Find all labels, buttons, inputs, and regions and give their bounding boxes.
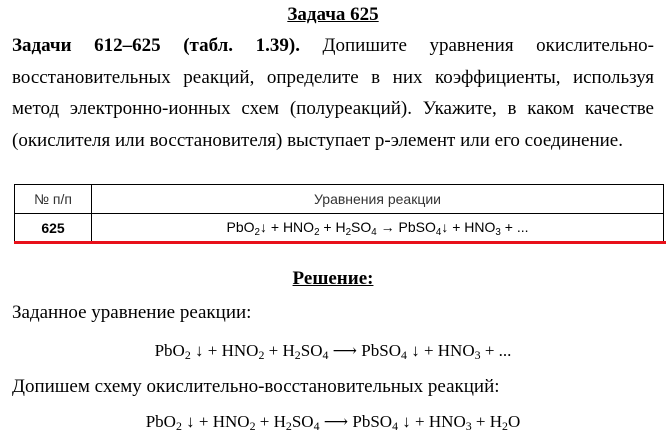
task-text: Допишите уравнения окислительно-восстановительных реакций, определите в них коэффициенты, используя метод электронно-ионных схем (полуреакций). Укажите, в каком качестве (окислителя или восстановителя) выступает p-элемент или его соединение. <box>12 35 654 151</box>
row-number: 625 <box>15 214 92 243</box>
equation-given: PbO$_2$ ↓ + $HNO_2 + H_2SO_4$ ⟶ PbSO$_4$ ↓ + $HNO_3$ + ... <box>154 341 512 362</box>
reaction-table <box>14 184 664 243</box>
header-number: № п/п <box>15 185 92 214</box>
equation-scheme: PbO$_2$ ↓ + $HNO_2 + H_2SO_4$ ⟶ PbSO$_4$ ↓ + $HNO_3 + H_2O$ <box>145 412 521 433</box>
scheme-label: Допишем схему окислительно-восстановительных реакций: <box>12 376 500 397</box>
header-equation: Уравнения реакции <box>92 185 664 214</box>
row-equation: PbO$_2$↓ + $HNO_2 + H_2SO_4$ → PbSO$_4$↓ + $HNO_3$ + ... <box>92 214 664 243</box>
page-title: Задача 625 <box>287 4 379 25</box>
solution-heading: Решение: <box>292 268 374 289</box>
table-red-underline <box>14 241 666 244</box>
task-bold-prefix: Задачи 612–625 (табл. 1.39). <box>12 35 300 56</box>
table-row <box>15 214 664 243</box>
given-label: Заданное уравнение реакции: <box>12 302 252 323</box>
task-description <box>12 30 654 156</box>
table-header-row <box>15 185 664 214</box>
